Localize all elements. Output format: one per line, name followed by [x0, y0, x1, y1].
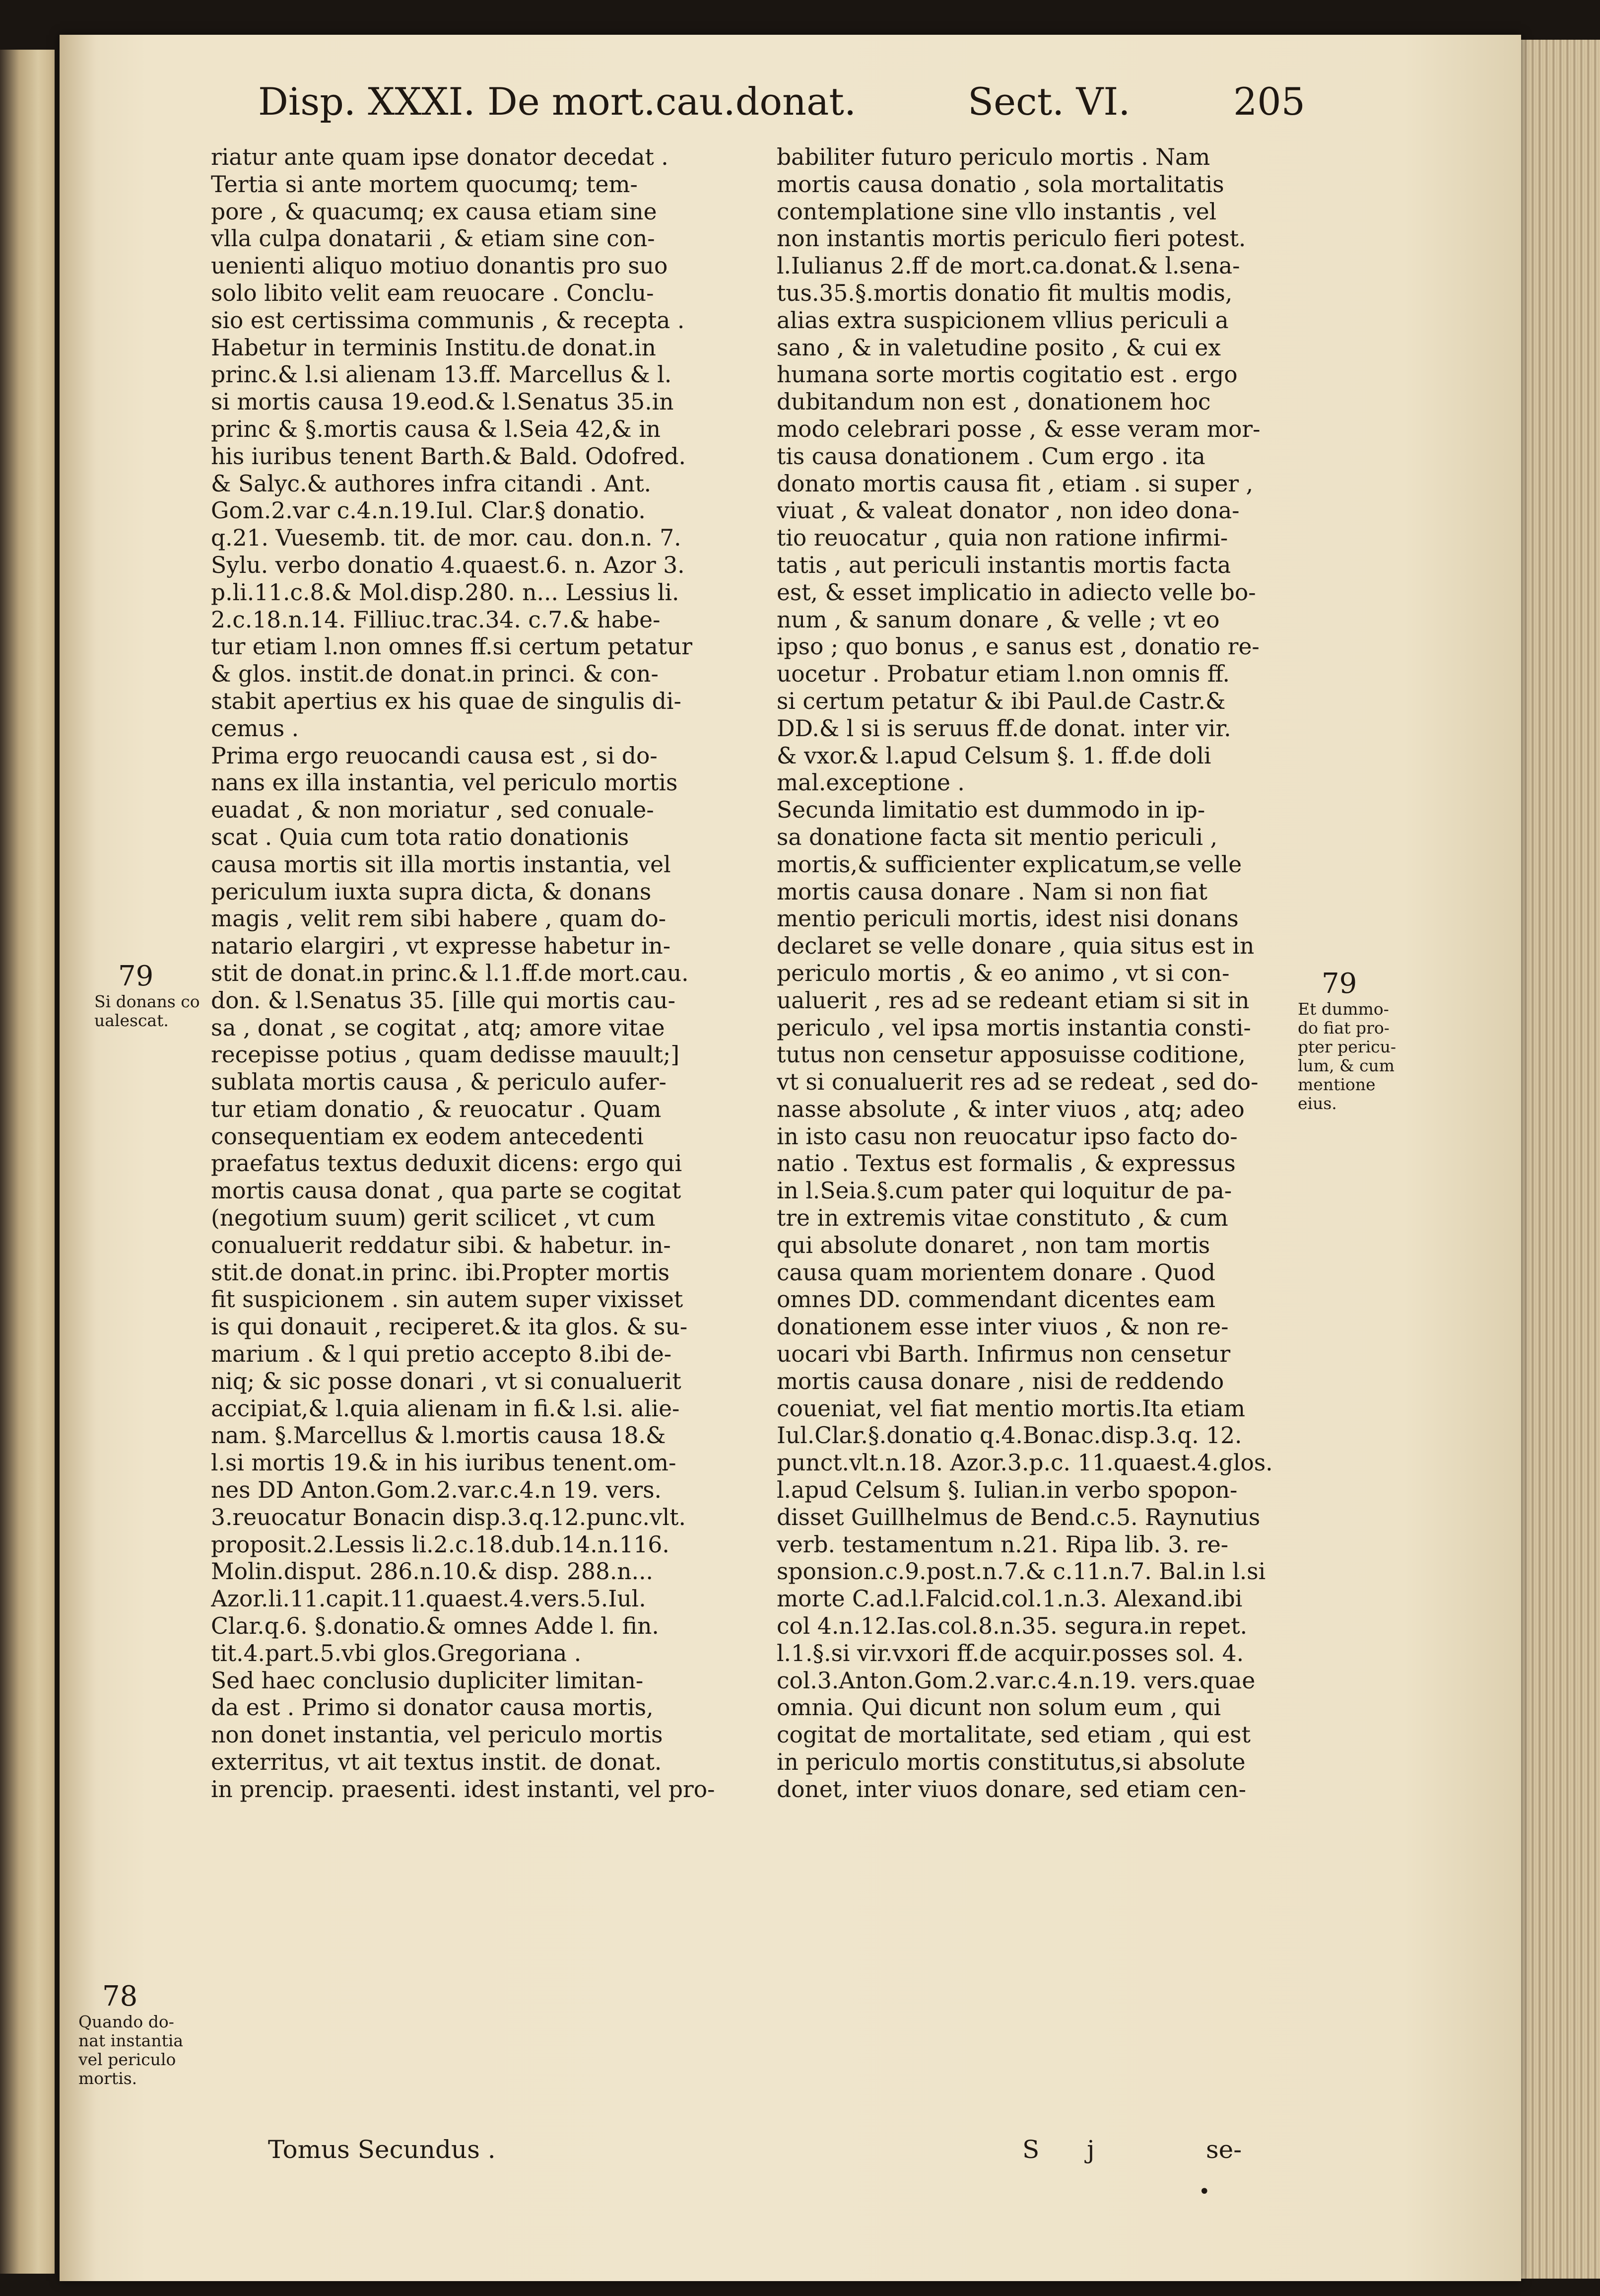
text-line: tit.4.part.5.vbi glos.Gregoriana .: [211, 1640, 582, 1667]
text-line: natario elargiri , vt expresse habetur in-: [211, 933, 671, 960]
text-line: pore , & quacumq; ex causa etiam sine: [211, 198, 657, 225]
margin-note-number: 78: [102, 1980, 138, 2013]
text-line: mortis causa donare , nisi de reddendo: [777, 1368, 1224, 1394]
left-page-edge: [0, 50, 55, 2274]
text-line: Clar.q.6. §.donatio.& omnes Adde l. fin.: [211, 1613, 659, 1640]
text-line: conualuerit reddatur sibi. & habetur. in-: [211, 1232, 671, 1258]
text-line: da est . Primo si donator causa mortis,: [211, 1694, 654, 1721]
text-line: est, & esset implicatio in adiecto velle bo-: [777, 579, 1256, 606]
text-line: sublata mortis causa , & periculo aufer-: [211, 1069, 667, 1096]
text-line: Secunda limitatio est dummodo in ip-: [777, 797, 1205, 824]
text-line: 3.reuocatur Bonacin disp.3.q.12.punc.vlt.: [211, 1504, 686, 1531]
running-head: [258, 74, 1305, 129]
text-line: col.3.Anton.Gom.2.var.c.4.n.19. vers.quae: [777, 1667, 1256, 1694]
text-line: nans ex illa instantia, vel periculo mortis: [211, 769, 678, 796]
text-line: cogitat de mortalitate, sed etiam , qui est: [777, 1722, 1251, 1748]
text-line: omnes DD. commendant dicentes eam: [777, 1286, 1216, 1313]
text-line: Gom.2.var c.4.n.19.Iul. Clar.§ donatio.: [211, 497, 646, 524]
signature-mark: S j: [1022, 2135, 1115, 2164]
footer-volume-title: Tomus Secundus .: [268, 2135, 496, 2164]
text-line: qui absolute donaret , non tam mortis: [777, 1232, 1210, 1258]
text-line: recepisse potius , quam dedisse mauult;]: [211, 1042, 680, 1068]
text-line: declaret se velle donare , quia situs est in: [777, 933, 1255, 960]
text-line: in prencip. praesenti. idest instanti, vel pro-: [211, 1776, 715, 1803]
left-text-column: [211, 144, 727, 1804]
text-line: sponsion.c.9.post.n.7.& c.11.n.7. Bal.in l.si: [777, 1558, 1266, 1585]
text-line: tutus non censetur apposuisse coditione,: [777, 1042, 1246, 1068]
margin-note-number: 79: [1322, 968, 1357, 1000]
text-line: ualuerit , res ad se redeant etiam si sit in: [777, 987, 1250, 1014]
text-line: in l.Seia.§.cum pater qui loquitur de pa-: [777, 1178, 1232, 1204]
text-line: verb. testamentum n.21. Ripa lib. 3. re-: [777, 1531, 1229, 1558]
text-line: punct.vlt.n.18. Azor.3.p.c. 11.quaest.4.glos.: [777, 1450, 1273, 1476]
margin-note-79-right: [1298, 968, 1396, 1113]
text-line: stit de donat.in princ.& l.1.ff.de mort.cau.: [211, 960, 689, 986]
text-line: mortis causa donatio , sola mortalitatis: [777, 171, 1224, 198]
text-line: tio reuocatur , quia non ratione infirmi-: [777, 525, 1228, 552]
margin-note-number: 79: [118, 960, 154, 992]
text-line: accipiat,& l.quia alienam in fi.& l.si. alie-: [211, 1395, 680, 1422]
margin-note-line: nat instantia: [78, 2031, 184, 2050]
text-line: q.21. Vuesemb. tit. de mor. cau. don.n. 7.: [211, 525, 681, 552]
margin-note-line: vel periculo: [78, 2050, 176, 2069]
text-line: periculo mortis , & eo animo , vt si con-: [777, 960, 1230, 986]
text-line: p.li.11.c.8.& Mol.disp.280. n... Lessius li.: [211, 579, 679, 606]
text-line: uenienti aliquo motiuo donantis pro suo: [211, 253, 668, 279]
text-line: stabit apertius ex his quae de singulis di-: [211, 688, 681, 714]
margin-note-79-left: [94, 961, 200, 1030]
text-line: riatur ante quam ipse donator decedat .: [211, 144, 668, 170]
text-line: causa mortis sit illa mortis instantia, vel: [211, 851, 671, 878]
text-line: humana sorte mortis cogitatio est . ergo: [777, 361, 1238, 388]
text-line: si certum petatur & ibi Paul.de Castr.&: [777, 688, 1226, 714]
text-line: & vxor.& l.apud Celsum §. 1. ff.de doli: [777, 742, 1211, 769]
text-line: uocetur . Probatur etiam l.non omnis ff.: [777, 661, 1230, 688]
text-line: tatis , aut periculi instantis mortis facta: [777, 552, 1231, 578]
text-line: euadat , & non moriatur , sed conuale-: [211, 797, 654, 824]
text-line: omnia. Qui dicunt non solum eum , qui: [777, 1694, 1221, 1721]
page-number: 205: [1233, 79, 1305, 124]
text-line: Molin.disput. 286.n.10.& disp. 288.n...: [211, 1558, 654, 1585]
text-line: princ.& l.si alienam 13.ff. Marcellus & l.: [211, 361, 672, 388]
text-line: mortis causa donat , qua parte se cogitat: [211, 1178, 681, 1204]
page-footer: [268, 2130, 1261, 2169]
text-line: coueniat, vel fiat mentio mortis.Ita etiam: [777, 1395, 1246, 1422]
text-line: l.1.§.si vir.vxori ff.de acquir.posses sol. 4.: [777, 1640, 1244, 1667]
text-line: tis causa donationem . Cum ergo . ita: [777, 443, 1205, 470]
text-line: babiliter futuro periculo mortis . Nam: [777, 144, 1210, 170]
text-line: contemplatione sine vllo instantis , vel: [777, 198, 1217, 225]
text-line: nes DD Anton.Gom.2.var.c.4.n 19. vers.: [211, 1477, 662, 1504]
text-line: sio est certissima communis , & recepta .: [211, 307, 685, 334]
margin-note-line: pter pericu-: [1298, 1037, 1397, 1056]
text-line: modo celebrari posse , & esse veram mor-: [777, 416, 1261, 442]
text-line: l.si mortis 19.& in his iuribus tenent.om-: [211, 1450, 676, 1476]
text-line: disset Guillhelmus de Bend.c.5. Raynutius: [777, 1504, 1261, 1531]
text-line: l.apud Celsum §. Iulian.in verbo spopon-: [777, 1477, 1238, 1504]
text-line: sano , & in valetudine posito , & cui ex: [777, 334, 1221, 361]
text-line: dubitandum non est , donationem hoc: [777, 389, 1211, 416]
text-line: non donet instantia, vel periculo mortis: [211, 1722, 663, 1748]
text-line: Sylu. verbo donatio 4.quaest.6. n. Azor 3.: [211, 552, 685, 578]
text-line: Iul.Clar.§.donatio q.4.Bonac.disp.3.q. 12.: [777, 1422, 1242, 1449]
text-line: solo libito velit eam reuocare . Conclu-: [211, 279, 654, 306]
text-line: sa , donat , se cogitat , atq; amore vitae: [211, 1014, 665, 1041]
text-line: don. & l.Senatus 35. [ille qui mortis cau-: [211, 987, 675, 1014]
text-line: niq; & sic posse donari , vt si conualuerit: [211, 1368, 681, 1394]
text-line: uocari vbi Barth. Infirmus non censetur: [777, 1341, 1231, 1368]
text-line: natio . Textus est formalis , & expressus: [777, 1150, 1236, 1177]
text-line: Habetur in terminis Institu.de donat.in: [211, 334, 656, 361]
margin-note-line: eius.: [1298, 1094, 1337, 1113]
text-line: periculum iuxta supra dicta, & donans: [211, 878, 652, 905]
margin-note-line: ualescat.: [94, 1011, 169, 1030]
text-line: in periculo mortis constitutus,si absolute: [777, 1749, 1246, 1776]
text-line: alias extra suspicionem vllius periculi a: [777, 307, 1229, 334]
margin-note-line: lum, & cum: [1298, 1056, 1395, 1075]
text-line: non instantis mortis periculo fieri potest.: [777, 225, 1246, 252]
text-line: tre in extremis vitae constituto , & cum: [777, 1205, 1228, 1232]
text-line: princ & §.mortis causa & l.Seia 42,& in: [211, 416, 661, 442]
text-line: 2.c.18.n.14. Filliuc.trac.34. c.7.& habe-: [211, 606, 661, 633]
right-text-column: [777, 144, 1293, 1804]
text-line: morte C.ad.l.Falcid.col.1.n.3. Alexand.ibi: [777, 1586, 1243, 1612]
text-line: (negotium suum) gerit scilicet , vt cum: [211, 1205, 656, 1232]
text-line: & glos. instit.de donat.in princi. & con-: [211, 661, 659, 688]
text-line: num , & sanum donare , & velle ; vt eo: [777, 606, 1220, 633]
text-line: ipso ; quo bonus , e sanus est , donatio re-: [777, 633, 1260, 660]
running-head-section: Sect. VI.: [968, 79, 1131, 124]
text-line: donationem esse inter viuos , & non re-: [777, 1314, 1229, 1340]
text-line: nasse absolute , & inter viuos , atq; adeo: [777, 1096, 1245, 1122]
margin-note-line: Si donans co: [94, 992, 200, 1011]
text-line: consequentiam ex eodem antecedenti: [211, 1123, 644, 1150]
running-head-title: Disp. XXXI. De mort.cau.donat.: [258, 79, 857, 124]
text-line: mal.exceptione .: [777, 769, 965, 796]
text-line: marium . & l qui pretio accepto 8.ibi de-: [211, 1341, 672, 1368]
text-line: mortis causa donare . Nam si non fiat: [777, 878, 1207, 905]
text-line: in isto casu non reuocatur ipso facto do-: [777, 1123, 1238, 1150]
text-line: causa quam morientem donare . Quod: [777, 1259, 1216, 1286]
text-line: stit.de donat.in princ. ibi.Propter mortis: [211, 1259, 670, 1286]
margin-note-line: do fiat pro-: [1298, 1018, 1390, 1038]
margin-note-line: Quando do-: [78, 2012, 174, 2031]
text-line: mentio periculi mortis, idest nisi donans: [777, 905, 1239, 932]
text-line: DD.& l si is seruus ff.de donat. inter vir.: [777, 715, 1231, 742]
page-fore-edge: [1521, 40, 1600, 2279]
text-line: vt si conualuerit res ad se redeat , sed do-: [777, 1069, 1259, 1096]
text-line: nam. §.Marcellus & l.mortis causa 18.&: [211, 1422, 666, 1449]
text-line: Sed haec conclusio dupliciter limitan-: [211, 1667, 644, 1694]
text-line: magis , velit rem sibi habere , quam do-: [211, 905, 667, 932]
text-line: viuat , & valeat donator , non ideo dona-: [777, 497, 1240, 524]
text-line: periculo , vel ipsa mortis instantia consti-: [777, 1014, 1251, 1041]
text-line: l.Iulianus 2.ff de mort.ca.donat.& l.sena-: [777, 253, 1240, 279]
text-line: is qui donauit , reciperet.& ita glos. & su-: [211, 1314, 688, 1340]
text-line: donato mortis causa fit , etiam . si super ,: [777, 470, 1254, 497]
text-line: mortis,& sufficienter explicatum,se velle: [777, 851, 1242, 878]
text-line: Tertia si ante mortem quocumq; tem-: [211, 171, 638, 198]
text-line: sa donatione facta sit mentio periculi ,: [777, 824, 1218, 850]
text-line: Prima ergo reuocandi causa est , si do-: [211, 742, 658, 769]
text-line: tur etiam donatio , & reuocatur . Quam: [211, 1096, 662, 1122]
text-line: fit suspicionem . sin autem super vixisset: [211, 1286, 683, 1313]
text-line: & Salyc.& authores infra citandi . Ant.: [211, 470, 652, 497]
text-line: exterritus, vt ait textus instit. de donat.: [211, 1749, 662, 1776]
margin-note-78-left: [78, 1981, 183, 2088]
margin-note-line: mortis.: [78, 2069, 137, 2088]
text-line: donet, inter viuos donare, sed etiam cen-: [777, 1776, 1247, 1803]
text-line: his iuribus tenent Barth.& Bald. Odofred.: [211, 443, 686, 470]
text-line: vlla culpa donatarii , & etiam sine con-: [211, 225, 655, 252]
text-line: proposit.2.Lessis li.2.c.18.dub.14.n.116.: [211, 1531, 669, 1558]
catchword: se-: [1206, 2135, 1242, 2164]
text-line: scat . Quia cum tota ratio donationis: [211, 824, 629, 850]
text-line: tus.35.§.mortis donatio fit multis modis,: [777, 279, 1233, 306]
text-line: cemus .: [211, 715, 299, 742]
text-line: col 4.n.12.Ias.col.8.n.35. segura.in repet.: [777, 1613, 1248, 1640]
text-line: si mortis causa 19.eod.& l.Senatus 35.in: [211, 389, 674, 416]
margin-note-line: Et dummo-: [1298, 999, 1389, 1019]
text-line: praefatus textus deduxit dicens: ergo qui: [211, 1150, 682, 1177]
text-line: tur etiam l.non omnes ff.si certum petatur: [211, 633, 693, 660]
text-line: Azor.li.11.capit.11.quaest.4.vers.5.Iul.: [211, 1586, 646, 1612]
ink-dot: •: [1199, 2180, 1210, 2203]
margin-note-line: mentione: [1298, 1075, 1376, 1094]
